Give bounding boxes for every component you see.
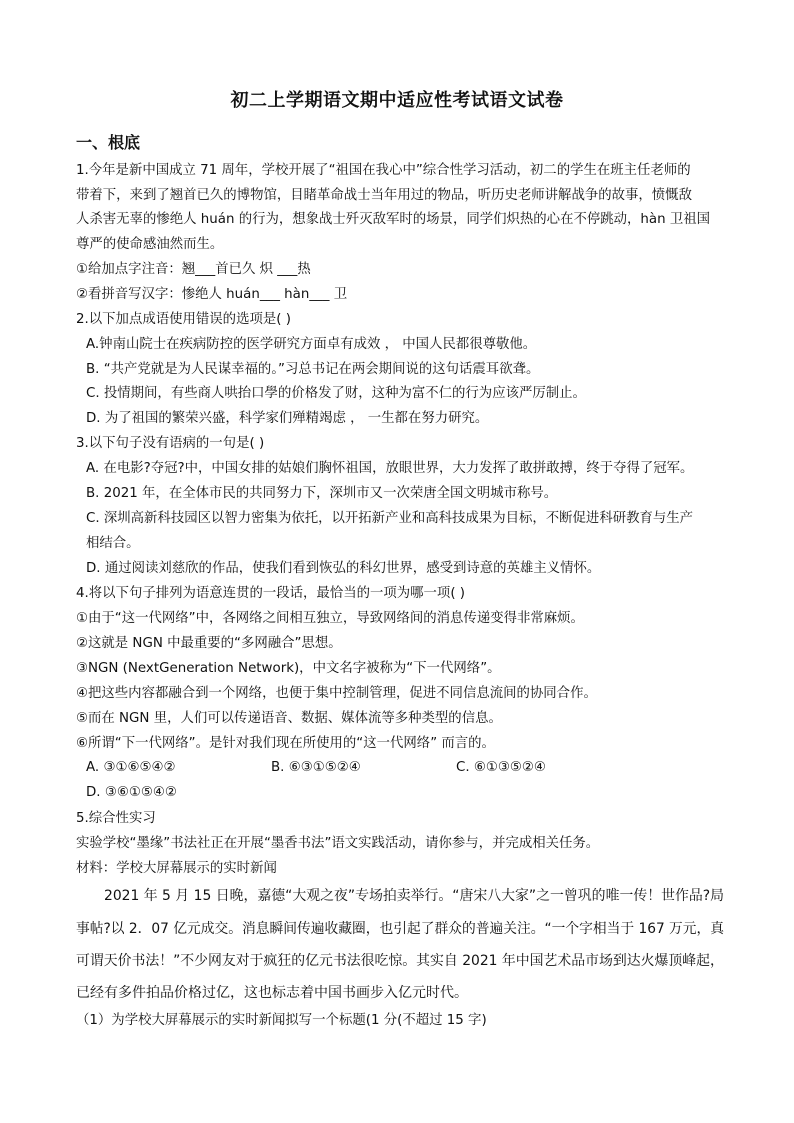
q3-option-b: B. 2021 年，在全体市民的共同努力下，深圳市又一次荣唐全国文明城市称号。	[86, 486, 558, 501]
q2-option-c: C. 投情期间，有些商人哄抬口學的价格发了财，这种为富不仁的行为应该严厉制止。	[86, 386, 586, 401]
q3-option-d: D. 通过阅读刘慈欣的作品，使我们看到恢弘的科幻世界，感受到诗意的英雄主义情怀。	[86, 561, 601, 576]
q2-option-b: B. “共产党就是为人民谋幸福的。”习总书记在两会期间说的这句话震耳欲聋。	[86, 362, 540, 377]
q5-material-label: 材料：学校大屏幕展示的实时新闻	[76, 861, 277, 876]
q5-news-line-4: 已经有多件拍品价格过亿，这也标志着中国书画步入亿元时代。	[76, 985, 468, 1001]
q3-option-a: A. 在电影?夺冠?中，中国女排的姑娘们胸怀祖国，放眼世界，大力发挥了敢拼敢搏，终于夺得了冠军。	[86, 461, 694, 476]
q3-option-c: C. 深圳高新科技园区以智力密集为依托，以开拓新产业和高科技成果为目标，不断促进科研教育与生产	[86, 511, 694, 526]
q2-option-d: D. 为了祖国的繁荣兴盛，科学家们殚精竭虑 ， 一生都在努力研究。	[86, 411, 489, 426]
q5-news-line-3: 可谓天价书法！”不少网友对于疯狂的亿元书法很吃惊。其实自 2021 年中国艺术品市场到达火爆顶峰起，	[76, 953, 724, 969]
q2-stem: 2.以下加点成语使用错误的选项是( )	[76, 312, 291, 327]
q5-intro: 实验学校“墨缘”书法社正在开展“墨香书法”语文实践活动，请你参与，并完成相关任务。	[76, 836, 600, 851]
page-title: 初二上学期语文期中适应性考试语文试卷	[230, 90, 564, 111]
q4-stem: 4.将以下句子排列为语意连贯的一段话，最恰当的一项为哪一项( )	[76, 586, 466, 601]
q4-item-4: ④把这些内容都融合到一个网络，也便于集中控制管理，促进不同信息流间的协同合作。	[76, 686, 597, 701]
q2-option-a: A.钟南山院士在疾病防控的医学研究方面卓有成效 ， 中国人民都很尊敬他。	[86, 337, 537, 352]
q1-line-2: 带着下，来到了翘首已久的博物馆，目睹革命战士当年用过的物品，听历史老师讲解战争的故事，愤慨敌	[76, 188, 692, 203]
section-heading: 一、根底	[76, 133, 141, 152]
q5-sub-1: （1）为学校大屏幕展示的实时新闻拟写一个标题(1 分(不超过 15 字)	[76, 1013, 487, 1028]
q4-item-6: ⑥所谓“下一代网络”。是针对我们现在所使用的“这一代网络” 而言的。	[76, 736, 495, 751]
q5-news-line-1: 2021 年 5 月 15 日晚，嘉德“大观之夜”专场拍卖举行。“唐宋八大家”之一曾巩的唯一传！世作品?局	[104, 888, 725, 904]
q1-line-3: 人杀害无辜的惨绝人 huán 的行为，想象战士歼灭敌军时的场景，同学们炽热的心在不停跳动，hàn 卫祖国	[76, 212, 711, 227]
q1-line-4: 尊严的使命感油然而生。	[76, 237, 224, 252]
q4-choice-b: B. ⑥③①⑤②④	[271, 760, 361, 775]
q4-item-1: ①由于“这一代网络”中，各网络之间相互独立，导致网络间的消息传递变得非常麻烦。	[76, 611, 584, 626]
q4-item-2: ②这就是 NGN 中最重要的“多网融合”思想。	[76, 636, 342, 651]
q4-item-5: ⑤而在 NGN 里，人们可以传递语音、数据、媒体流等多种类型的信息。	[76, 711, 502, 726]
q1-line-1: 1.今年是新中国成立 71 周年，学校开展了“祖国在我心中”综合性学习活动，初二的学生在班主任老师的	[76, 163, 691, 178]
q5-news-line-2: 事帖?以 2．07 亿元成交。消息瞬间传遍收藏圈，也引起了群众的普遍关注。“一个字相当于 167 万元，真	[76, 921, 725, 937]
q1-sub-2: ②看拼音写汉字：惨绝人 huán___ hàn___ 卫	[76, 287, 348, 302]
q3-option-c-cont: 相结合。	[86, 536, 140, 551]
q1-sub-1: ①给加点字注音：翘___首已久 炽 ___热	[76, 262, 311, 277]
q5-stem: 5.综合性实习	[76, 811, 156, 826]
q4-item-3: ③NGN (NextGeneration Network)，中文名字被称为“下一代网络”。	[76, 661, 501, 676]
q4-choice-c: C. ⑥①③⑤②④	[456, 760, 546, 775]
q3-stem: 3.以下句子没有语病的一句是( )	[76, 436, 265, 451]
q4-choice-d: D. ③⑥①⑤④②	[86, 785, 177, 800]
q4-choice-a: A. ③①⑥⑤④②	[86, 760, 176, 775]
